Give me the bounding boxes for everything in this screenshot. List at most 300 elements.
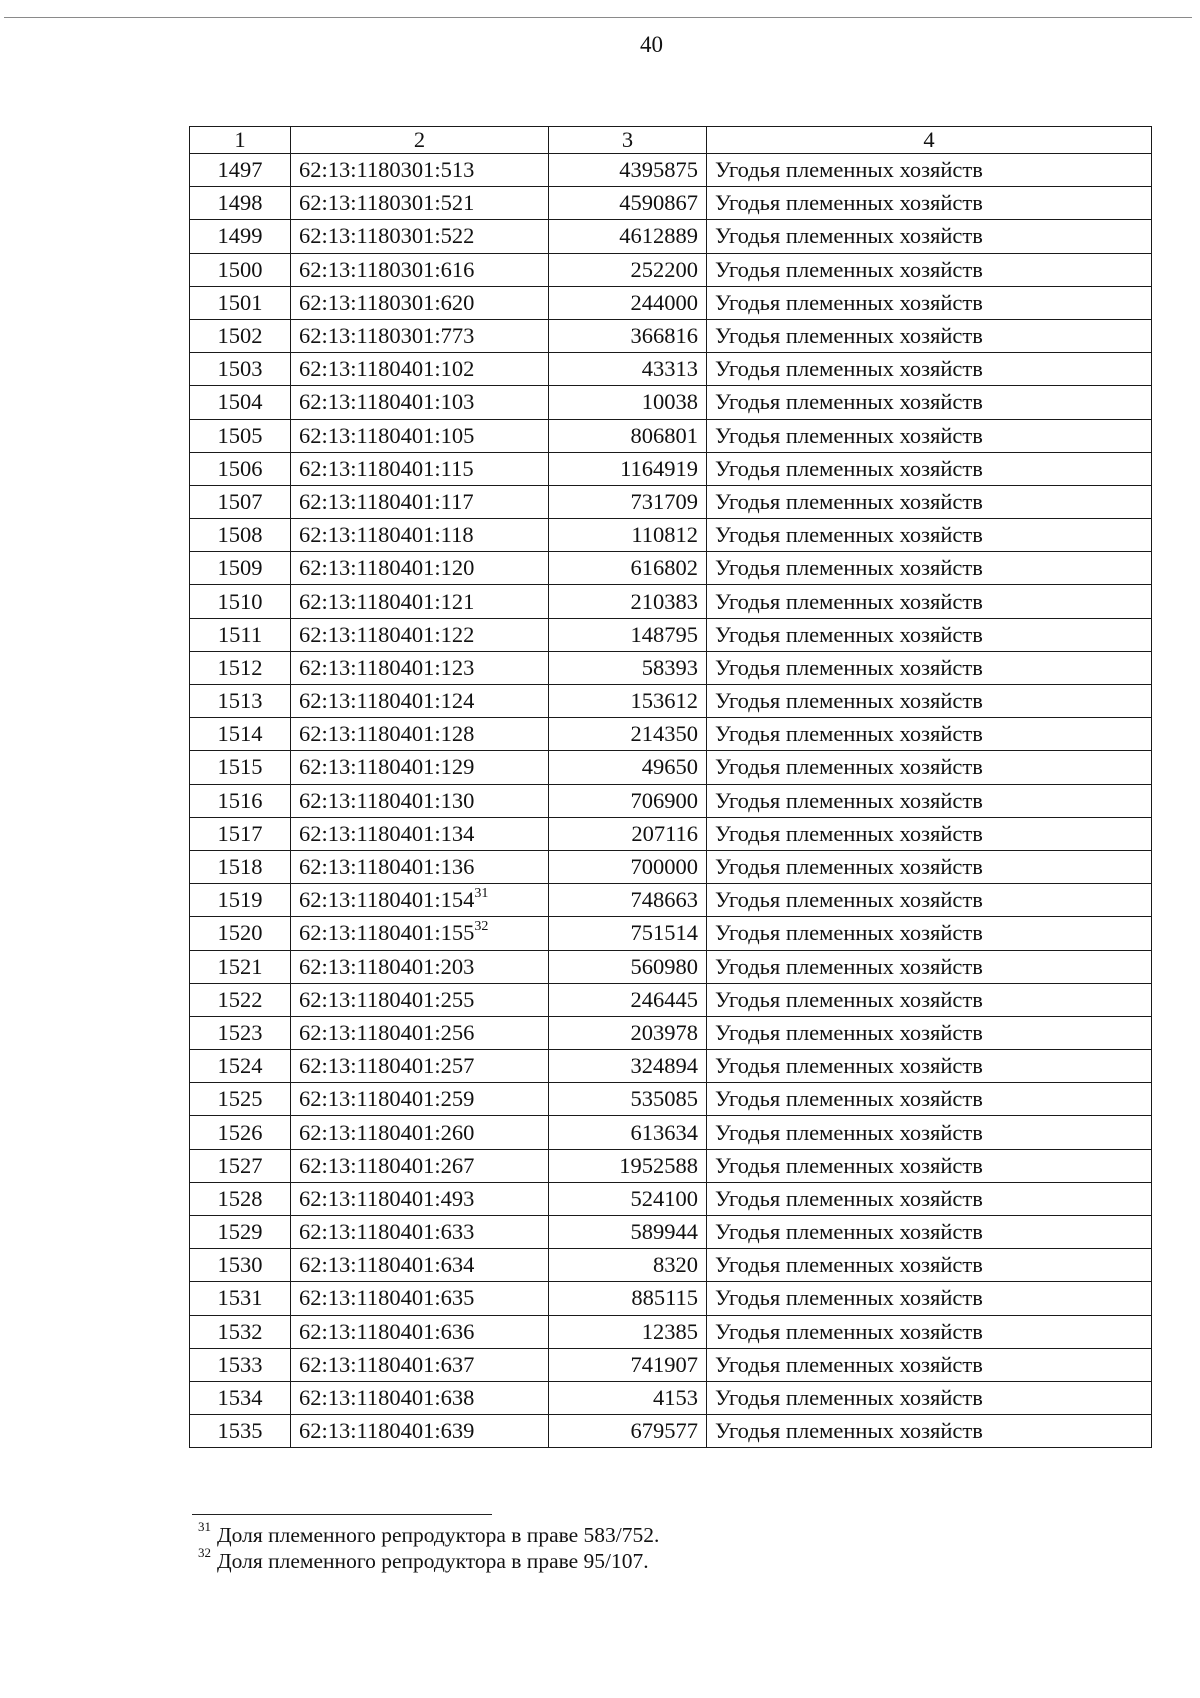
table-row	[190, 319, 1152, 352]
row-number-cell	[190, 651, 291, 684]
cadastral-number-cell	[291, 1083, 549, 1116]
land-category-cell	[707, 1381, 1152, 1414]
cadastral-number-cell-text: 62:13:1180401:121	[299, 588, 475, 614]
cadastral-number-cell	[291, 1050, 549, 1083]
area-cell	[549, 618, 707, 651]
cadastral-number-cell	[291, 884, 549, 917]
area-cell-text: 616802	[630, 555, 698, 581]
area-cell	[549, 1182, 707, 1215]
area-cell	[549, 1415, 707, 1448]
land-category-cell	[707, 519, 1152, 552]
land-category-cell	[707, 319, 1152, 352]
row-number-cell	[190, 253, 291, 286]
land-category-cell-text: Угодья племенных хозяйств	[715, 721, 983, 747]
area-cell-text: 207116	[631, 820, 698, 846]
cadastral-number-cell-text: 62:13:1180401:136	[299, 854, 475, 880]
cadastral-number-cell	[291, 187, 549, 220]
land-parcels-table	[189, 126, 1152, 1448]
area-cell-text: 806801	[630, 422, 698, 448]
cadastral-number-cell-text: 62:13:1180401:256	[299, 1019, 475, 1045]
cadastral-number-cell-text: 62:13:1180401:634	[299, 1252, 475, 1278]
cadastral-number-cell-text: 62:13:1180401:638	[299, 1385, 475, 1411]
land-category-cell	[707, 1149, 1152, 1182]
land-category-cell-text: Угодья племенных хозяйств	[715, 289, 983, 315]
area-cell	[549, 585, 707, 618]
cadastral-number-cell	[291, 1282, 549, 1315]
land-category-cell-text: Угодья племенных хозяйств	[715, 1252, 983, 1278]
row-number-cell	[190, 220, 291, 253]
row-number-cell-text: 1515	[217, 754, 263, 780]
row-number-cell-text: 1520	[217, 920, 263, 946]
land-category-cell	[707, 419, 1152, 452]
cadastral-number-cell	[291, 386, 549, 419]
cadastral-number-cell	[291, 1016, 549, 1049]
top-border-line	[4, 17, 1192, 18]
area-cell-text: 148795	[630, 621, 698, 647]
cadastral-number-cell-text: 62:13:1180401:203	[299, 953, 475, 979]
land-category-cell	[707, 718, 1152, 751]
table-row	[190, 154, 1152, 187]
footnote-reference: 32	[474, 918, 489, 934]
land-category-cell-text: Угодья племенных хозяйств	[715, 621, 983, 647]
area-cell-text: 324894	[630, 1053, 698, 1079]
land-category-cell	[707, 618, 1152, 651]
cadastral-number-cell	[291, 419, 549, 452]
table-row	[190, 1016, 1152, 1049]
area-cell	[549, 386, 707, 419]
cadastral-number-cell-text: 62:13:1180401:154	[299, 887, 475, 913]
cadastral-number-cell-text: 62:13:1180401:123	[299, 654, 475, 680]
column-header-1: 1	[190, 127, 291, 154]
row-number-cell	[190, 1116, 291, 1149]
land-category-cell-text: Угодья племенных хозяйств	[715, 1418, 983, 1444]
cadastral-number-cell-text: 62:13:1180401:134	[299, 820, 475, 846]
area-cell-text: 613634	[630, 1119, 698, 1145]
row-number-cell-text: 1532	[217, 1318, 263, 1344]
row-number-cell	[190, 1182, 291, 1215]
area-cell	[549, 1315, 707, 1348]
land-category-cell-text: Угодья племенных хозяйств	[715, 688, 983, 714]
table-row	[190, 1149, 1152, 1182]
area-cell	[549, 286, 707, 319]
footnote-separator	[192, 1514, 492, 1515]
area-cell	[549, 353, 707, 386]
land-category-cell	[707, 1282, 1152, 1315]
row-number-cell-text: 1535	[217, 1418, 263, 1444]
row-number-cell-text: 1501	[217, 289, 263, 315]
table-row	[190, 585, 1152, 618]
land-category-cell-text: Угодья племенных хозяйств	[715, 1119, 983, 1145]
area-cell-text: 43313	[641, 356, 698, 382]
area-cell-text: 4153	[653, 1385, 698, 1411]
row-number-cell	[190, 618, 291, 651]
cadastral-number-cell	[291, 585, 549, 618]
row-number-cell	[190, 817, 291, 850]
area-cell	[549, 1381, 707, 1414]
row-number-cell-text: 1526	[217, 1119, 263, 1145]
cadastral-number-cell	[291, 983, 549, 1016]
row-number-cell	[190, 1149, 291, 1182]
row-number-cell	[190, 1083, 291, 1116]
cadastral-number-cell	[291, 1249, 549, 1282]
table-row	[190, 187, 1152, 220]
area-cell-text: 244000	[630, 289, 698, 315]
area-cell-text: 214350	[630, 721, 698, 747]
land-category-cell-text: Угодья племенных хозяйств	[715, 422, 983, 448]
land-category-cell-text: Угодья племенных хозяйств	[715, 323, 983, 349]
land-category-cell-text: Угодья племенных хозяйств	[715, 588, 983, 614]
row-number-cell-text: 1516	[217, 787, 263, 813]
table-row	[190, 884, 1152, 917]
cadastral-number-cell-text: 62:13:1180301:522	[299, 223, 475, 249]
table-row	[190, 618, 1152, 651]
area-cell-text: 1164919	[620, 455, 698, 481]
row-number-cell-text: 1527	[217, 1152, 263, 1178]
cadastral-number-cell-text: 62:13:1180401:118	[299, 522, 474, 548]
land-category-cell-text: Угодья племенных хозяйств	[715, 654, 983, 680]
area-cell-text: 1952588	[619, 1152, 698, 1178]
cadastral-number-cell	[291, 685, 549, 718]
cadastral-number-cell	[291, 850, 549, 883]
cadastral-number-cell-text: 62:13:1180301:521	[299, 190, 475, 216]
area-cell	[549, 1249, 707, 1282]
table-row	[190, 651, 1152, 684]
table-row	[190, 950, 1152, 983]
area-cell-text: 535085	[630, 1086, 698, 1112]
row-number-cell	[190, 1282, 291, 1315]
row-number-cell-text: 1529	[217, 1219, 263, 1245]
row-number-cell	[190, 419, 291, 452]
area-cell-text: 210383	[630, 588, 698, 614]
area-cell-text: 4612889	[619, 223, 698, 249]
cadastral-number-cell	[291, 917, 549, 950]
area-cell	[549, 253, 707, 286]
cadastral-number-cell-text: 62:13:1180401:635	[299, 1285, 475, 1311]
row-number-cell	[190, 685, 291, 718]
footnotes	[198, 1518, 660, 1574]
land-category-cell	[707, 685, 1152, 718]
table-row	[190, 1282, 1152, 1315]
land-category-cell-text: Угодья племенных хозяйств	[715, 488, 983, 514]
land-category-cell-text: Угодья племенных хозяйств	[715, 1285, 983, 1311]
area-cell-text: 706900	[630, 787, 698, 813]
area-cell	[549, 452, 707, 485]
row-number-cell-text: 1523	[217, 1019, 263, 1045]
land-category-cell-text: Угодья племенных хозяйств	[715, 1152, 983, 1178]
land-category-cell	[707, 1182, 1152, 1215]
area-cell-text: 524100	[630, 1185, 698, 1211]
area-cell	[549, 884, 707, 917]
cadastral-number-cell	[291, 817, 549, 850]
page-number: 40	[640, 32, 663, 57]
row-number-cell-text: 1517	[217, 820, 263, 846]
cadastral-number-cell-text: 62:13:1180401:128	[299, 721, 475, 747]
table-row	[190, 817, 1152, 850]
land-category-cell	[707, 651, 1152, 684]
area-cell	[549, 784, 707, 817]
cadastral-number-cell-text: 62:13:1180401:639	[299, 1418, 475, 1444]
land-category-cell-text: Угодья племенных хозяйств	[715, 787, 983, 813]
row-number-cell	[190, 485, 291, 518]
area-cell	[549, 917, 707, 950]
area-cell	[549, 154, 707, 187]
row-number-cell-text: 1500	[217, 256, 263, 282]
land-category-cell	[707, 386, 1152, 419]
table-row	[190, 286, 1152, 319]
footnote-mark: 32	[198, 1544, 211, 1560]
area-cell	[549, 751, 707, 784]
row-number-cell	[190, 1050, 291, 1083]
land-category-cell	[707, 1348, 1152, 1381]
cadastral-number-cell-text: 62:13:1180401:155	[299, 920, 475, 946]
land-category-cell-text: Угодья племенных хозяйств	[715, 356, 983, 382]
row-number-cell	[190, 585, 291, 618]
footnote-mark: 31	[198, 1518, 211, 1534]
row-number-cell-text: 1518	[217, 854, 263, 880]
cadastral-number-cell-text: 62:13:1180301:513	[299, 157, 475, 183]
cadastral-number-cell	[291, 1415, 549, 1448]
land-category-cell	[707, 1016, 1152, 1049]
area-cell	[549, 319, 707, 352]
table-row	[190, 983, 1152, 1016]
footnote-32	[198, 1544, 659, 1574]
cadastral-number-cell-text: 62:13:1180401:257	[299, 1053, 475, 1079]
area-cell-text: 751514	[630, 920, 698, 946]
row-number-cell	[190, 751, 291, 784]
row-number-cell	[190, 154, 291, 187]
land-category-cell-text: Угодья племенных хозяйств	[715, 256, 983, 282]
row-number-cell	[190, 1016, 291, 1049]
table-row	[190, 1116, 1152, 1149]
land-category-cell	[707, 884, 1152, 917]
area-cell-text: 203978	[630, 1019, 698, 1045]
land-category-cell	[707, 485, 1152, 518]
cadastral-number-cell-text: 62:13:1180401:124	[299, 688, 475, 714]
cadastral-number-cell-text: 62:13:1180401:633	[299, 1219, 475, 1245]
row-number-cell	[190, 319, 291, 352]
table-row	[190, 519, 1152, 552]
table-header-row	[190, 127, 1152, 154]
row-number-cell-text: 1513	[217, 688, 263, 714]
footnote-reference: 31	[474, 885, 489, 901]
land-category-cell-text: Угодья племенных хозяйств	[715, 555, 983, 581]
land-category-cell-text: Угодья племенных хозяйств	[715, 820, 983, 846]
land-category-cell	[707, 353, 1152, 386]
land-category-cell-text: Угодья племенных хозяйств	[715, 887, 983, 913]
area-cell-text: 58393	[641, 654, 698, 680]
land-category-cell	[707, 1315, 1152, 1348]
land-category-cell-text: Угодья племенных хозяйств	[715, 455, 983, 481]
row-number-cell-text: 1499	[217, 223, 263, 249]
area-cell	[549, 419, 707, 452]
area-cell	[549, 718, 707, 751]
table-row	[190, 1315, 1152, 1348]
land-category-cell	[707, 917, 1152, 950]
land-category-cell	[707, 817, 1152, 850]
land-category-cell-text: Угодья племенных хозяйств	[715, 920, 983, 946]
area-cell	[549, 983, 707, 1016]
row-number-cell-text: 1505	[217, 422, 263, 448]
row-number-cell	[190, 1415, 291, 1448]
column-header-2: 2	[291, 127, 549, 154]
row-number-cell	[190, 950, 291, 983]
row-number-cell-text: 1521	[217, 953, 263, 979]
land-category-cell	[707, 850, 1152, 883]
table-row	[190, 452, 1152, 485]
land-category-cell	[707, 1216, 1152, 1249]
land-category-cell	[707, 983, 1152, 1016]
land-category-cell	[707, 950, 1152, 983]
area-cell-text: 560980	[630, 953, 698, 979]
table-row	[190, 1083, 1152, 1116]
table-row	[190, 1415, 1152, 1448]
area-cell	[549, 552, 707, 585]
land-category-cell-text: Угодья племенных хозяйств	[715, 1019, 983, 1045]
row-number-cell	[190, 1216, 291, 1249]
footnote-text: Доля племенного репродуктора в праве 95/107.	[217, 1549, 649, 1573]
cadastral-number-cell	[291, 1381, 549, 1414]
table-row	[190, 419, 1152, 452]
table-body	[190, 154, 1152, 1448]
area-cell	[549, 187, 707, 220]
row-number-cell	[190, 386, 291, 419]
row-number-cell-text: 1498	[217, 190, 263, 216]
land-category-cell-text: Угодья племенных хозяйств	[715, 190, 983, 216]
area-cell	[549, 817, 707, 850]
area-cell	[549, 651, 707, 684]
row-number-cell-text: 1502	[217, 323, 263, 349]
row-number-cell-text: 1514	[217, 721, 263, 747]
row-number-cell-text: 1525	[217, 1086, 263, 1112]
cadastral-number-cell	[291, 485, 549, 518]
cadastral-number-cell-text: 62:13:1180401:636	[299, 1318, 475, 1344]
table-row	[190, 552, 1152, 585]
row-number-cell-text: 1508	[217, 522, 263, 548]
cadastral-number-cell-text: 62:13:1180401:129	[299, 754, 475, 780]
area-cell	[549, 220, 707, 253]
area-cell-text: 4590867	[619, 190, 698, 216]
land-category-cell	[707, 220, 1152, 253]
column-header-3: 3	[549, 127, 707, 154]
row-number-cell-text: 1511	[217, 621, 263, 647]
row-number-cell-text: 1504	[217, 389, 263, 415]
table-row	[190, 751, 1152, 784]
land-category-cell-text: Угодья племенных хозяйств	[715, 854, 983, 880]
cadastral-number-cell-text: 62:13:1180301:773	[299, 323, 475, 349]
land-category-cell-text: Угодья племенных хозяйств	[715, 389, 983, 415]
row-number-cell	[190, 552, 291, 585]
land-category-cell-text: Угодья племенных хозяйств	[715, 157, 983, 183]
area-cell	[549, 1050, 707, 1083]
land-category-cell	[707, 452, 1152, 485]
cadastral-number-cell-text: 62:13:1180401:102	[299, 356, 475, 382]
table-row	[190, 1381, 1152, 1414]
land-category-cell	[707, 253, 1152, 286]
cadastral-number-cell-text: 62:13:1180401:267	[299, 1152, 475, 1178]
land-category-cell-text: Угодья племенных хозяйств	[715, 522, 983, 548]
cadastral-number-cell	[291, 751, 549, 784]
row-number-cell-text: 1503	[217, 356, 263, 382]
cadastral-number-cell	[291, 154, 549, 187]
land-category-cell	[707, 1050, 1152, 1083]
land-category-cell-text: Угодья племенных хозяйств	[715, 1219, 983, 1245]
row-number-cell-text: 1528	[217, 1185, 263, 1211]
area-cell-text: 49650	[641, 754, 698, 780]
row-number-cell-text: 1519	[217, 887, 263, 913]
row-number-cell-text: 1509	[217, 555, 263, 581]
row-number-cell	[190, 1249, 291, 1282]
table-row	[190, 718, 1152, 751]
cadastral-number-cell-text: 62:13:1180401:259	[299, 1086, 475, 1112]
land-category-cell-text: Угодья племенных хозяйств	[715, 1086, 983, 1112]
cadastral-number-cell	[291, 784, 549, 817]
row-number-cell-text: 1512	[217, 654, 263, 680]
area-cell-text: 366816	[630, 323, 698, 349]
land-category-cell	[707, 1116, 1152, 1149]
area-cell-text: 252200	[630, 256, 698, 282]
land-category-cell-text: Угодья племенных хозяйств	[715, 1385, 983, 1411]
land-category-cell	[707, 1083, 1152, 1116]
area-cell	[549, 1282, 707, 1315]
table-row	[190, 386, 1152, 419]
table-row	[190, 1348, 1152, 1381]
row-number-cell	[190, 1381, 291, 1414]
cadastral-number-cell	[291, 220, 549, 253]
area-cell-text: 12385	[641, 1318, 698, 1344]
area-cell	[549, 850, 707, 883]
row-number-cell	[190, 983, 291, 1016]
table-row	[190, 220, 1152, 253]
cadastral-number-cell-text: 62:13:1180301:616	[299, 256, 475, 282]
row-number-cell-text: 1522	[217, 986, 263, 1012]
cadastral-number-cell	[291, 1182, 549, 1215]
area-cell	[549, 685, 707, 718]
area-cell-text: 110812	[631, 522, 698, 548]
cadastral-number-cell	[291, 1116, 549, 1149]
cadastral-number-cell	[291, 1216, 549, 1249]
row-number-cell	[190, 519, 291, 552]
area-cell-text: 8320	[653, 1252, 698, 1278]
cadastral-number-cell	[291, 286, 549, 319]
footnote-31	[198, 1518, 660, 1548]
row-number-cell	[190, 353, 291, 386]
area-cell-text: 10038	[641, 389, 698, 415]
row-number-cell	[190, 452, 291, 485]
table-row	[190, 353, 1152, 386]
cadastral-number-cell-text: 62:13:1180401:117	[299, 488, 474, 514]
area-cell-text: 589944	[630, 1219, 698, 1245]
table-row	[190, 253, 1152, 286]
land-category-cell	[707, 784, 1152, 817]
cadastral-number-cell	[291, 519, 549, 552]
area-cell	[549, 1116, 707, 1149]
row-number-cell	[190, 1348, 291, 1381]
area-cell	[549, 1348, 707, 1381]
area-cell-text: 731709	[630, 488, 698, 514]
row-number-cell	[190, 884, 291, 917]
row-number-cell	[190, 1315, 291, 1348]
table-row	[190, 1050, 1152, 1083]
area-cell	[549, 485, 707, 518]
cadastral-number-cell	[291, 319, 549, 352]
land-category-cell-text: Угодья племенных хозяйств	[715, 1351, 983, 1377]
cadastral-number-cell	[291, 552, 549, 585]
cadastral-number-cell	[291, 253, 549, 286]
cadastral-number-cell-text: 62:13:1180401:130	[299, 787, 475, 813]
area-cell-text: 153612	[630, 688, 698, 714]
cadastral-number-cell	[291, 950, 549, 983]
cadastral-number-cell	[291, 1315, 549, 1348]
